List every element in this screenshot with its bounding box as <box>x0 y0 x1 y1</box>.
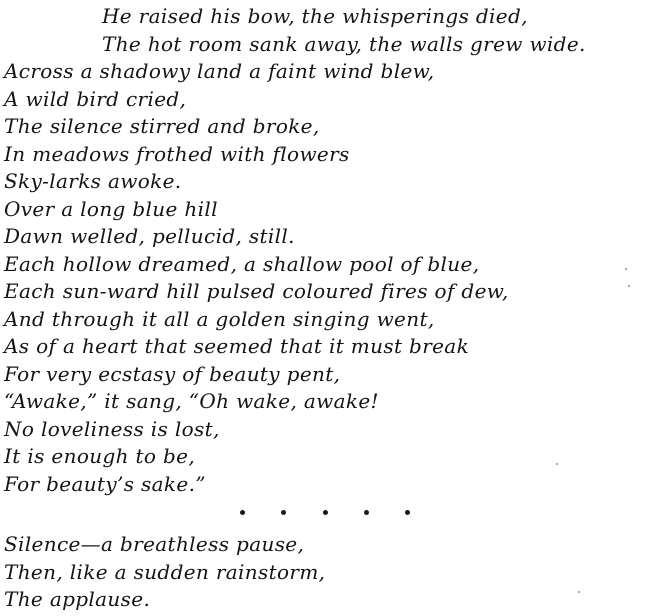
poem-line: Each sun-ward hill pulsed coloured fires of dew, <box>4 279 509 303</box>
divider-dot <box>405 510 410 515</box>
poem-line: It is enough to be, <box>4 444 196 468</box>
paper-speck <box>625 268 627 270</box>
poem-line: The hot room sank away, the walls grew wide. <box>102 31 586 56</box>
poem-line: Then, like a sudden rainstorm, <box>4 559 326 584</box>
stanza-1 <box>4 3 586 498</box>
poem-line: Across a shadowy land a faint wind blew, <box>4 59 435 83</box>
poem-line: Each hollow dreamed, a shallow pool of blue, <box>4 251 480 276</box>
poem-line: In meadows frothed with flowers <box>4 141 350 166</box>
poem-line: Silence—a breathless pause, <box>4 532 305 556</box>
divider-dot <box>364 510 369 515</box>
poem-line: Sky-larks awoke. <box>4 169 182 193</box>
poem-line: And through it all a golden singing went, <box>4 306 435 331</box>
poem-line: The silence stirred and broke, <box>4 114 320 138</box>
poem-line: For beauty’s sake.” <box>4 471 206 496</box>
section-divider <box>240 506 410 518</box>
poem-line: As of a heart that seemed that it must break <box>4 334 470 358</box>
poem-line: No loveliness is lost, <box>4 416 220 441</box>
paper-speck <box>628 285 630 287</box>
divider-dot <box>323 510 328 515</box>
poem-line: He raised his bow, the whisperings died, <box>102 4 528 28</box>
poem-line: The applause. <box>4 587 151 611</box>
poem-line: Over a long blue hill <box>4 196 218 221</box>
poem-line: A wild bird cried, <box>4 86 187 111</box>
divider-dot <box>240 510 245 515</box>
paper-speck <box>556 463 558 465</box>
paper-speck <box>578 591 580 593</box>
poem-line: Dawn welled, pellucid, still. <box>4 224 295 248</box>
divider-dot <box>281 510 286 515</box>
poem-line: “Awake,” it sang, “Oh wake, awake! <box>4 389 379 413</box>
stanza-2 <box>4 531 325 614</box>
poem-line: For very ecstasy of beauty pent, <box>4 361 341 386</box>
